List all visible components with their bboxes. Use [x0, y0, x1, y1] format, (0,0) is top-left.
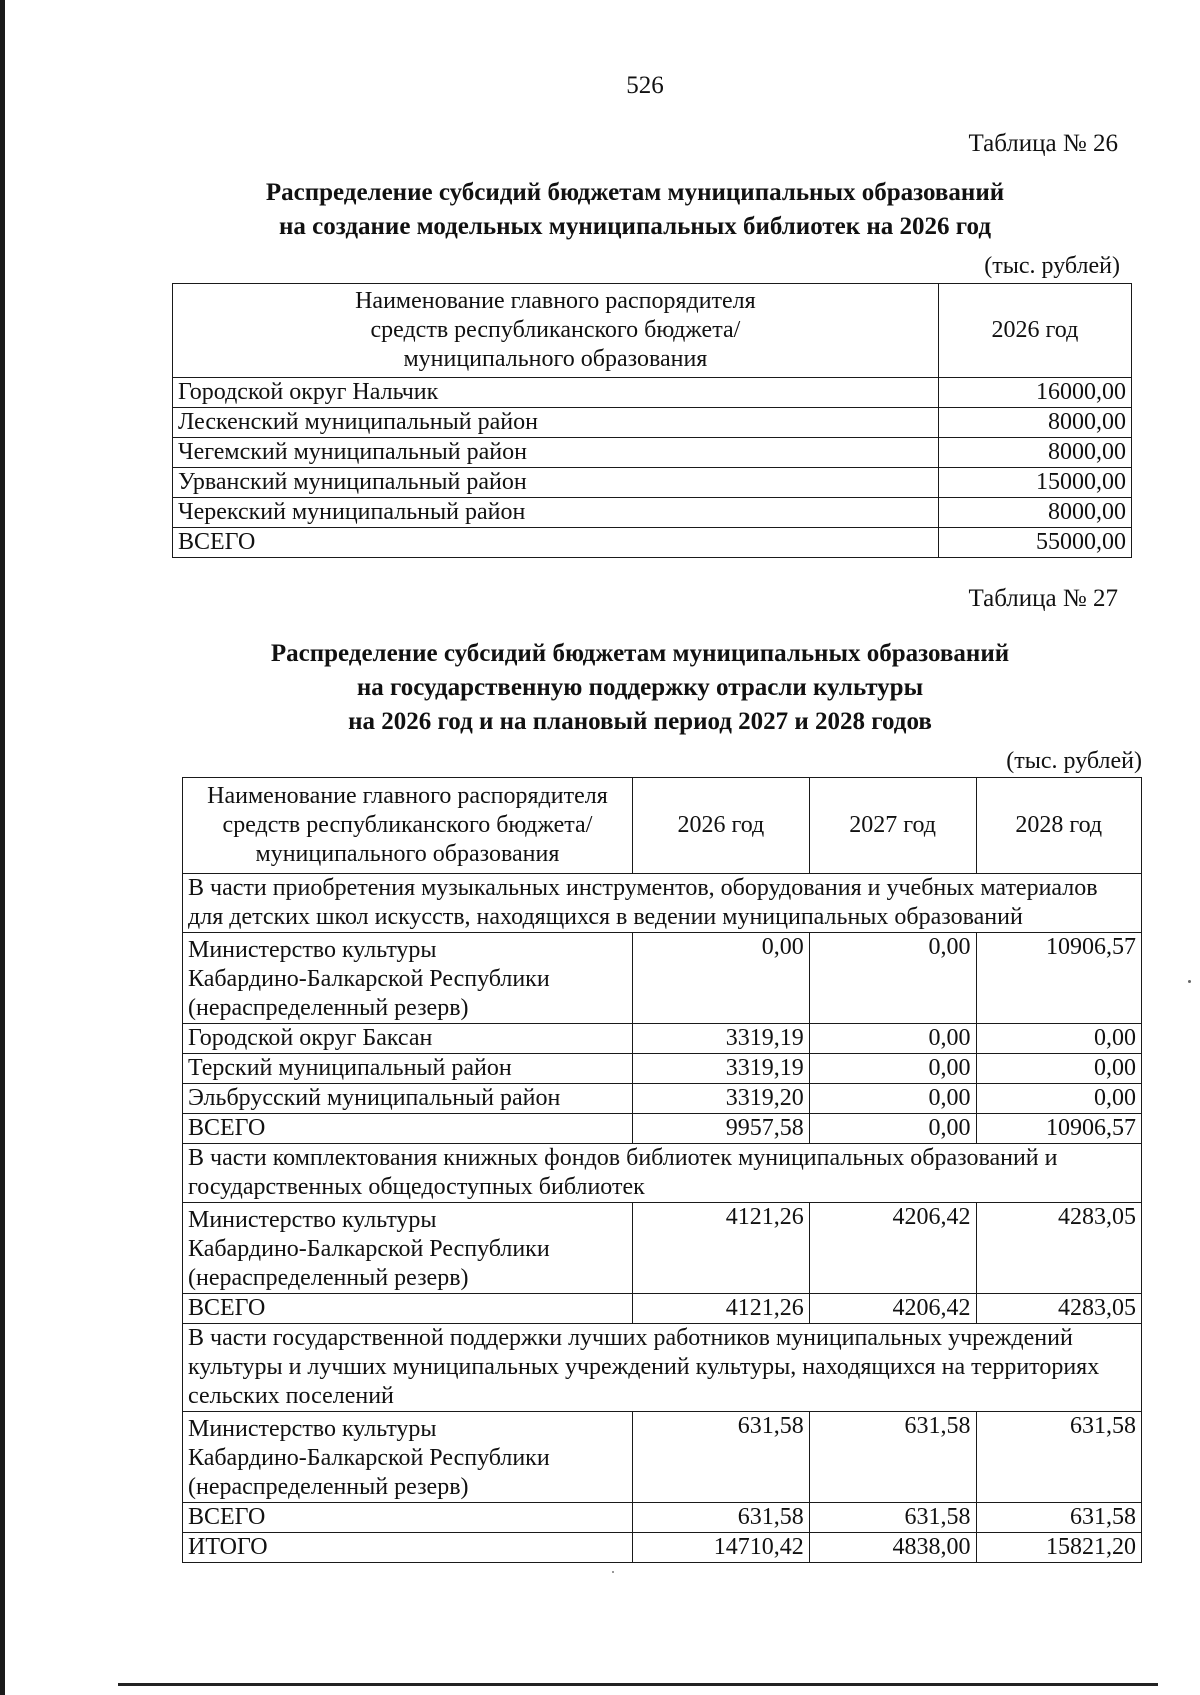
header-year-cell: 2026 год [938, 284, 1131, 378]
total-row [173, 528, 1132, 558]
total-name: ВСЕГО [173, 528, 939, 558]
scan-speck [612, 1571, 614, 1573]
table-row [173, 378, 1132, 408]
scan-left-edge [0, 0, 5, 1695]
header-year-2026: 2026 год [632, 778, 809, 874]
table-27-title [165, 637, 1115, 739]
table-26-units: (тыс. рублей) [984, 253, 1120, 279]
value-2027: 0,00 [809, 1054, 976, 1084]
table-row [183, 1054, 1142, 1084]
row-name: Урванский муниципальный район [173, 468, 939, 498]
title-line: на государственную поддержку отрасли культуры [356, 674, 924, 701]
total-row [183, 1114, 1142, 1144]
table-header-row [173, 284, 1132, 378]
value-2028: 15821,20 [976, 1533, 1142, 1563]
row-value: 16000,00 [938, 378, 1131, 408]
section-title: В части приобретения музыкальных инструментов, оборудования и учебных материалов для детских школ искусств, находящихся в ведении муниципальных образований [183, 874, 1142, 933]
value-2026: 631,58 [632, 1503, 809, 1533]
row-name: Терский муниципальный район [183, 1054, 633, 1084]
value-2026: 0,00 [632, 933, 809, 1024]
total-row [183, 1503, 1142, 1533]
row-name [183, 1203, 633, 1294]
row-value: 15000,00 [938, 468, 1131, 498]
total-value: 55000,00 [938, 528, 1131, 558]
total-name: ВСЕГО [183, 1114, 633, 1144]
name-line: Кабардино-Балкарской Республики [188, 1445, 550, 1471]
section-title: В части комплектования книжных фондов библиотек муниципальных образований и государственных общедоступных библиотек [183, 1144, 1142, 1203]
value-2028: 631,58 [976, 1503, 1142, 1533]
value-2027: 0,00 [809, 1114, 976, 1144]
table-row [183, 1024, 1142, 1054]
name-line: Кабардино-Балкарской Республики [188, 966, 550, 992]
value-2028: 0,00 [976, 1024, 1142, 1054]
row-value: 8000,00 [938, 498, 1131, 528]
table-row [173, 408, 1132, 438]
table-27-label: Таблица № 27 [968, 585, 1118, 612]
header-line: муниципального образования [403, 346, 708, 372]
total-name: ВСЕГО [183, 1503, 633, 1533]
table-header-row [183, 778, 1142, 874]
name-line: Кабардино-Балкарской Республики [188, 1236, 550, 1262]
value-2026: 3319,19 [632, 1054, 809, 1084]
table-row [183, 933, 1142, 1024]
value-2027: 631,58 [809, 1412, 976, 1503]
header-line: Наименование главного распорядителя [355, 288, 756, 314]
header-name-cell [183, 778, 633, 874]
table-row [183, 1084, 1142, 1114]
value-2026: 4121,26 [632, 1203, 809, 1294]
scan-bottom-edge [118, 1683, 1158, 1686]
grand-total-row [183, 1533, 1142, 1563]
table-row [183, 1412, 1142, 1503]
header-line: муниципального образования [255, 841, 560, 867]
name-line: Министерство культуры [188, 937, 437, 963]
section-row [183, 1324, 1142, 1412]
row-name: Городской округ Баксан [183, 1024, 633, 1054]
header-year-2028: 2028 год [976, 778, 1142, 874]
name-line: (нераспределенный резерв) [188, 995, 469, 1021]
value-2028: 10906,57 [976, 933, 1142, 1024]
table-26-label: Таблица № 26 [968, 130, 1118, 157]
table-row [173, 468, 1132, 498]
value-2027: 4206,42 [809, 1294, 976, 1324]
value-2028: 4283,05 [976, 1294, 1142, 1324]
name-line: Министерство культуры [188, 1416, 437, 1442]
value-2027: 4838,00 [809, 1533, 976, 1563]
row-name: Чегемский муниципальный район [173, 438, 939, 468]
row-name: Городской округ Нальчик [173, 378, 939, 408]
value-2027: 0,00 [809, 1024, 976, 1054]
section-row [183, 1144, 1142, 1203]
row-name: Эльбрусский муниципальный район [183, 1084, 633, 1114]
value-2028: 0,00 [976, 1084, 1142, 1114]
value-2026: 9957,58 [632, 1114, 809, 1144]
title-line: Распределение субсидий бюджетам муниципальных образований [265, 179, 1005, 206]
table-row [173, 498, 1132, 528]
table-26-title [160, 176, 1110, 244]
value-2026: 14710,42 [632, 1533, 809, 1563]
header-line: средств республиканского бюджета/ [370, 317, 741, 343]
value-2026: 4121,26 [632, 1294, 809, 1324]
row-name: Черекский муниципальный район [173, 498, 939, 528]
table-27-units: (тыс. рублей) [1006, 748, 1142, 774]
header-year-2027: 2027 год [809, 778, 976, 874]
row-name: Лескенский муниципальный район [173, 408, 939, 438]
name-line: (нераспределенный резерв) [188, 1265, 469, 1291]
value-2028: 0,00 [976, 1054, 1142, 1084]
table-26 [172, 283, 1132, 558]
section-title: В части государственной поддержки лучших работников муниципальных учреждений культуры и лучших муниципальных учреждений культуры, находящихся на территориях сельских поселений [183, 1324, 1142, 1412]
value-2027: 4206,42 [809, 1203, 976, 1294]
total-row [183, 1294, 1142, 1324]
value-2026: 631,58 [632, 1412, 809, 1503]
total-name: ВСЕГО [183, 1294, 633, 1324]
table-row [183, 1203, 1142, 1294]
grand-total-name: ИТОГО [183, 1533, 633, 1563]
title-line: на создание модельных муниципальных библиотек на 2026 год [279, 213, 991, 240]
row-name [183, 933, 633, 1024]
title-line: Распределение субсидий бюджетам муниципальных образований [270, 640, 1010, 667]
section-row [183, 874, 1142, 933]
value-2027: 631,58 [809, 1503, 976, 1533]
name-line: (нераспределенный резерв) [188, 1474, 469, 1500]
title-line: на 2026 год и на плановый период 2027 и 2028 годов [348, 708, 932, 735]
value-2026: 3319,20 [632, 1084, 809, 1114]
table-27 [182, 777, 1142, 1563]
table-row [173, 438, 1132, 468]
name-line: Министерство культуры [188, 1207, 437, 1233]
value-2027: 0,00 [809, 1084, 976, 1114]
value-2028: 10906,57 [976, 1114, 1142, 1144]
row-name [183, 1412, 633, 1503]
row-value: 8000,00 [938, 408, 1131, 438]
row-value: 8000,00 [938, 438, 1131, 468]
header-line: Наименование главного распорядителя [207, 783, 608, 809]
value-2027: 0,00 [809, 933, 976, 1024]
header-name-cell [173, 284, 939, 378]
scan-speck [1188, 980, 1191, 983]
value-2026: 3319,19 [632, 1024, 809, 1054]
header-line: средств республиканского бюджета/ [222, 812, 593, 838]
page-number: 526 [626, 72, 664, 99]
value-2028: 4283,05 [976, 1203, 1142, 1294]
value-2028: 631,58 [976, 1412, 1142, 1503]
